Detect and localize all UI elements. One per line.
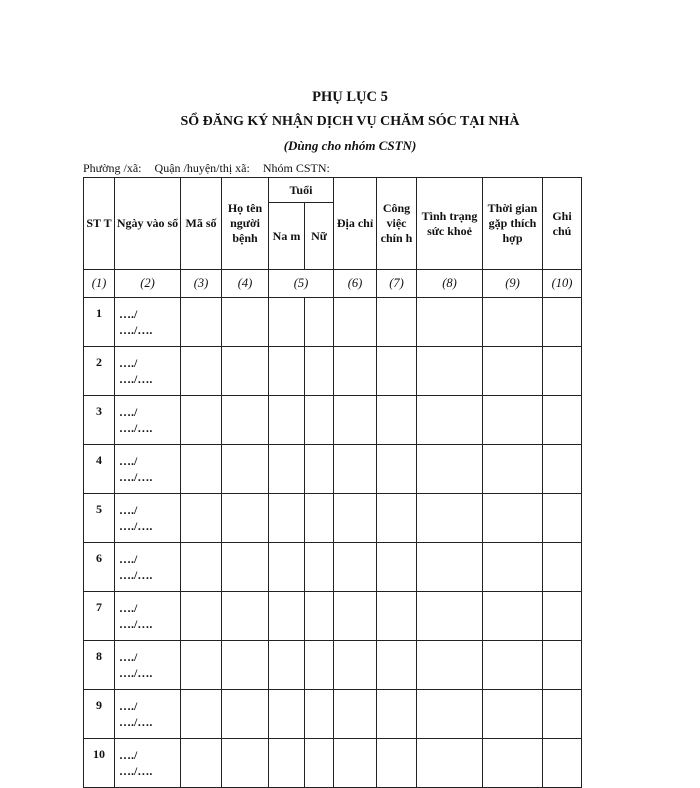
date-placeholder-line2: …./…. bbox=[119, 568, 153, 582]
code-cell[interactable] bbox=[181, 396, 222, 445]
column-number-row bbox=[84, 270, 582, 298]
code-cell[interactable] bbox=[181, 690, 222, 739]
male-cell[interactable] bbox=[269, 543, 305, 592]
job-cell[interactable] bbox=[377, 641, 417, 690]
job-cell[interactable] bbox=[377, 347, 417, 396]
column-number: (5) bbox=[269, 270, 334, 298]
time-cell[interactable] bbox=[483, 592, 543, 641]
code-cell[interactable] bbox=[181, 298, 222, 347]
note-cell[interactable] bbox=[543, 641, 582, 690]
job-cell[interactable] bbox=[377, 690, 417, 739]
name-cell[interactable] bbox=[222, 690, 269, 739]
row-number: 10 bbox=[84, 739, 115, 788]
district-label: Quận /huyện/thị xã: bbox=[154, 161, 250, 175]
health-cell[interactable] bbox=[417, 739, 483, 788]
date-placeholder-line1: …./ bbox=[119, 748, 138, 762]
female-cell[interactable] bbox=[305, 641, 334, 690]
code-cell[interactable] bbox=[181, 543, 222, 592]
date-placeholder-line1: …./ bbox=[119, 601, 138, 615]
address-cell[interactable] bbox=[334, 592, 377, 641]
address-cell[interactable] bbox=[334, 543, 377, 592]
date-cell[interactable] bbox=[115, 396, 181, 445]
name-cell[interactable] bbox=[222, 494, 269, 543]
female-cell[interactable] bbox=[305, 494, 334, 543]
col-header-name: Họ tên người bệnh bbox=[222, 178, 269, 270]
time-cell[interactable] bbox=[483, 641, 543, 690]
date-cell[interactable] bbox=[115, 641, 181, 690]
time-cell[interactable] bbox=[483, 445, 543, 494]
health-cell[interactable] bbox=[417, 298, 483, 347]
date-placeholder-line1: …./ bbox=[119, 503, 138, 517]
date-placeholder-line2: …./…. bbox=[119, 372, 153, 386]
column-number: (4) bbox=[222, 270, 269, 298]
register-title: SỔ ĐĂNG KÝ NHẬN DỊCH VỤ CHĂM SÓC TẠI NHÀ bbox=[180, 114, 520, 129]
date-cell[interactable] bbox=[115, 592, 181, 641]
date-placeholder-line1: …./ bbox=[119, 699, 138, 713]
col-header-date: Ngày vào sổ bbox=[115, 178, 181, 270]
date-placeholder-line1: …./ bbox=[119, 650, 138, 664]
note-cell[interactable] bbox=[543, 347, 582, 396]
group-label: Nhóm CSTN: bbox=[262, 161, 330, 175]
male-cell[interactable] bbox=[269, 494, 305, 543]
male-cell[interactable] bbox=[269, 298, 305, 347]
job-cell[interactable] bbox=[377, 739, 417, 788]
male-cell[interactable] bbox=[269, 347, 305, 396]
time-cell[interactable] bbox=[483, 396, 543, 445]
note-cell[interactable] bbox=[543, 298, 582, 347]
time-cell[interactable] bbox=[483, 494, 543, 543]
address-cell[interactable] bbox=[334, 690, 377, 739]
row-number: 8 bbox=[84, 641, 115, 690]
female-cell[interactable] bbox=[305, 739, 334, 788]
date-placeholder-line2: …./…. bbox=[119, 715, 153, 729]
appendix-heading: PHỤ LỤC 5 bbox=[312, 89, 388, 105]
date-placeholder-line2: …./…. bbox=[119, 666, 153, 680]
col-header-code: Mã số bbox=[181, 178, 222, 270]
table-row bbox=[84, 739, 582, 788]
date-cell[interactable] bbox=[115, 543, 181, 592]
col-header-note: Ghi chú bbox=[543, 178, 582, 270]
date-placeholder-line1: …./ bbox=[119, 454, 138, 468]
col-header-stt: ST T bbox=[84, 178, 115, 270]
register-table bbox=[83, 177, 582, 788]
header-row-top bbox=[84, 178, 582, 203]
code-cell[interactable] bbox=[181, 739, 222, 788]
female-cell[interactable] bbox=[305, 592, 334, 641]
date-placeholder-line2: …./…. bbox=[119, 617, 153, 631]
table-row bbox=[84, 543, 582, 592]
address-cell[interactable] bbox=[334, 396, 377, 445]
health-cell[interactable] bbox=[417, 641, 483, 690]
date-cell[interactable] bbox=[115, 445, 181, 494]
time-cell[interactable] bbox=[483, 347, 543, 396]
column-number: (8) bbox=[417, 270, 483, 298]
time-cell[interactable] bbox=[483, 690, 543, 739]
time-cell[interactable] bbox=[483, 298, 543, 347]
col-header-time: Thời gian gặp thích hợp bbox=[483, 178, 543, 270]
name-cell[interactable] bbox=[222, 543, 269, 592]
date-placeholder-line2: …./…. bbox=[119, 470, 153, 484]
male-cell[interactable] bbox=[269, 690, 305, 739]
column-number: (10) bbox=[543, 270, 582, 298]
table-row bbox=[84, 494, 582, 543]
address-cell[interactable] bbox=[334, 347, 377, 396]
name-cell[interactable] bbox=[222, 347, 269, 396]
date-cell[interactable] bbox=[115, 494, 181, 543]
female-cell[interactable] bbox=[305, 690, 334, 739]
job-cell[interactable] bbox=[377, 494, 417, 543]
address-cell[interactable] bbox=[334, 739, 377, 788]
date-placeholder-line2: …./…. bbox=[119, 519, 153, 533]
date-placeholder-line2: …./…. bbox=[119, 323, 153, 337]
location-line bbox=[83, 161, 340, 175]
note-cell[interactable] bbox=[543, 494, 582, 543]
table-row bbox=[84, 690, 582, 739]
table-row bbox=[84, 445, 582, 494]
ward-label: Phường /xã: bbox=[83, 161, 142, 175]
male-cell[interactable] bbox=[269, 445, 305, 494]
male-cell[interactable] bbox=[269, 396, 305, 445]
col-header-health: Tình trạng sức khoẻ bbox=[417, 178, 483, 270]
time-cell[interactable] bbox=[483, 543, 543, 592]
job-cell[interactable] bbox=[377, 298, 417, 347]
row-number: 1 bbox=[84, 298, 115, 347]
female-cell[interactable] bbox=[305, 347, 334, 396]
name-cell[interactable] bbox=[222, 592, 269, 641]
date-cell[interactable] bbox=[115, 690, 181, 739]
note-cell[interactable] bbox=[543, 396, 582, 445]
col-header-male: Na m bbox=[269, 203, 305, 270]
job-cell[interactable] bbox=[377, 543, 417, 592]
table-row bbox=[84, 347, 582, 396]
job-cell[interactable] bbox=[377, 592, 417, 641]
health-cell[interactable] bbox=[417, 690, 483, 739]
code-cell[interactable] bbox=[181, 641, 222, 690]
date-cell[interactable] bbox=[115, 739, 181, 788]
health-cell[interactable] bbox=[417, 543, 483, 592]
usage-note: (Dùng cho nhóm CSTN) bbox=[283, 138, 417, 153]
health-cell[interactable] bbox=[417, 347, 483, 396]
row-number: 2 bbox=[84, 347, 115, 396]
name-cell[interactable] bbox=[222, 298, 269, 347]
col-header-address: Địa chỉ bbox=[334, 178, 377, 270]
address-cell[interactable] bbox=[334, 298, 377, 347]
column-number: (6) bbox=[334, 270, 377, 298]
male-cell[interactable] bbox=[269, 592, 305, 641]
date-cell[interactable] bbox=[115, 298, 181, 347]
row-number: 6 bbox=[84, 543, 115, 592]
name-cell[interactable] bbox=[222, 396, 269, 445]
row-number: 3 bbox=[84, 396, 115, 445]
date-cell[interactable] bbox=[115, 347, 181, 396]
female-cell[interactable] bbox=[305, 396, 334, 445]
row-number: 4 bbox=[84, 445, 115, 494]
name-cell[interactable] bbox=[222, 445, 269, 494]
date-placeholder-line2: …./…. bbox=[119, 421, 153, 435]
column-number: (3) bbox=[181, 270, 222, 298]
female-cell[interactable] bbox=[305, 298, 334, 347]
note-cell[interactable] bbox=[543, 445, 582, 494]
address-cell[interactable] bbox=[334, 445, 377, 494]
note-cell[interactable] bbox=[543, 543, 582, 592]
address-cell[interactable] bbox=[334, 641, 377, 690]
date-placeholder-line1: …./ bbox=[119, 405, 138, 419]
address-cell[interactable] bbox=[334, 494, 377, 543]
table-row bbox=[84, 592, 582, 641]
code-cell[interactable] bbox=[181, 494, 222, 543]
date-placeholder-line1: …./ bbox=[119, 356, 138, 370]
row-number: 5 bbox=[84, 494, 115, 543]
job-cell[interactable] bbox=[377, 445, 417, 494]
name-cell[interactable] bbox=[222, 641, 269, 690]
row-number: 7 bbox=[84, 592, 115, 641]
col-header-age: Tuổi bbox=[269, 178, 334, 203]
column-number: (9) bbox=[483, 270, 543, 298]
health-cell[interactable] bbox=[417, 445, 483, 494]
code-cell[interactable] bbox=[181, 445, 222, 494]
col-header-female: Nữ bbox=[305, 203, 334, 270]
note-cell[interactable] bbox=[543, 690, 582, 739]
time-cell[interactable] bbox=[483, 739, 543, 788]
col-header-job: Công việc chín h bbox=[377, 178, 417, 270]
job-cell[interactable] bbox=[377, 396, 417, 445]
female-cell[interactable] bbox=[305, 445, 334, 494]
female-cell[interactable] bbox=[305, 543, 334, 592]
date-placeholder-line1: …./ bbox=[119, 307, 138, 321]
date-placeholder-line2: …./…. bbox=[119, 764, 153, 778]
table-row bbox=[84, 641, 582, 690]
code-cell[interactable] bbox=[181, 592, 222, 641]
health-cell[interactable] bbox=[417, 592, 483, 641]
column-number: (7) bbox=[377, 270, 417, 298]
table-row bbox=[84, 298, 582, 347]
code-cell[interactable] bbox=[181, 347, 222, 396]
column-number: (2) bbox=[115, 270, 181, 298]
health-cell[interactable] bbox=[417, 396, 483, 445]
male-cell[interactable] bbox=[269, 641, 305, 690]
male-cell[interactable] bbox=[269, 739, 305, 788]
data-rows bbox=[84, 298, 582, 788]
row-number: 9 bbox=[84, 690, 115, 739]
date-placeholder-line1: …./ bbox=[119, 552, 138, 566]
note-cell[interactable] bbox=[543, 592, 582, 641]
table-row bbox=[84, 396, 582, 445]
health-cell[interactable] bbox=[417, 494, 483, 543]
name-cell[interactable] bbox=[222, 739, 269, 788]
column-number: (1) bbox=[84, 270, 115, 298]
note-cell[interactable] bbox=[543, 739, 582, 788]
